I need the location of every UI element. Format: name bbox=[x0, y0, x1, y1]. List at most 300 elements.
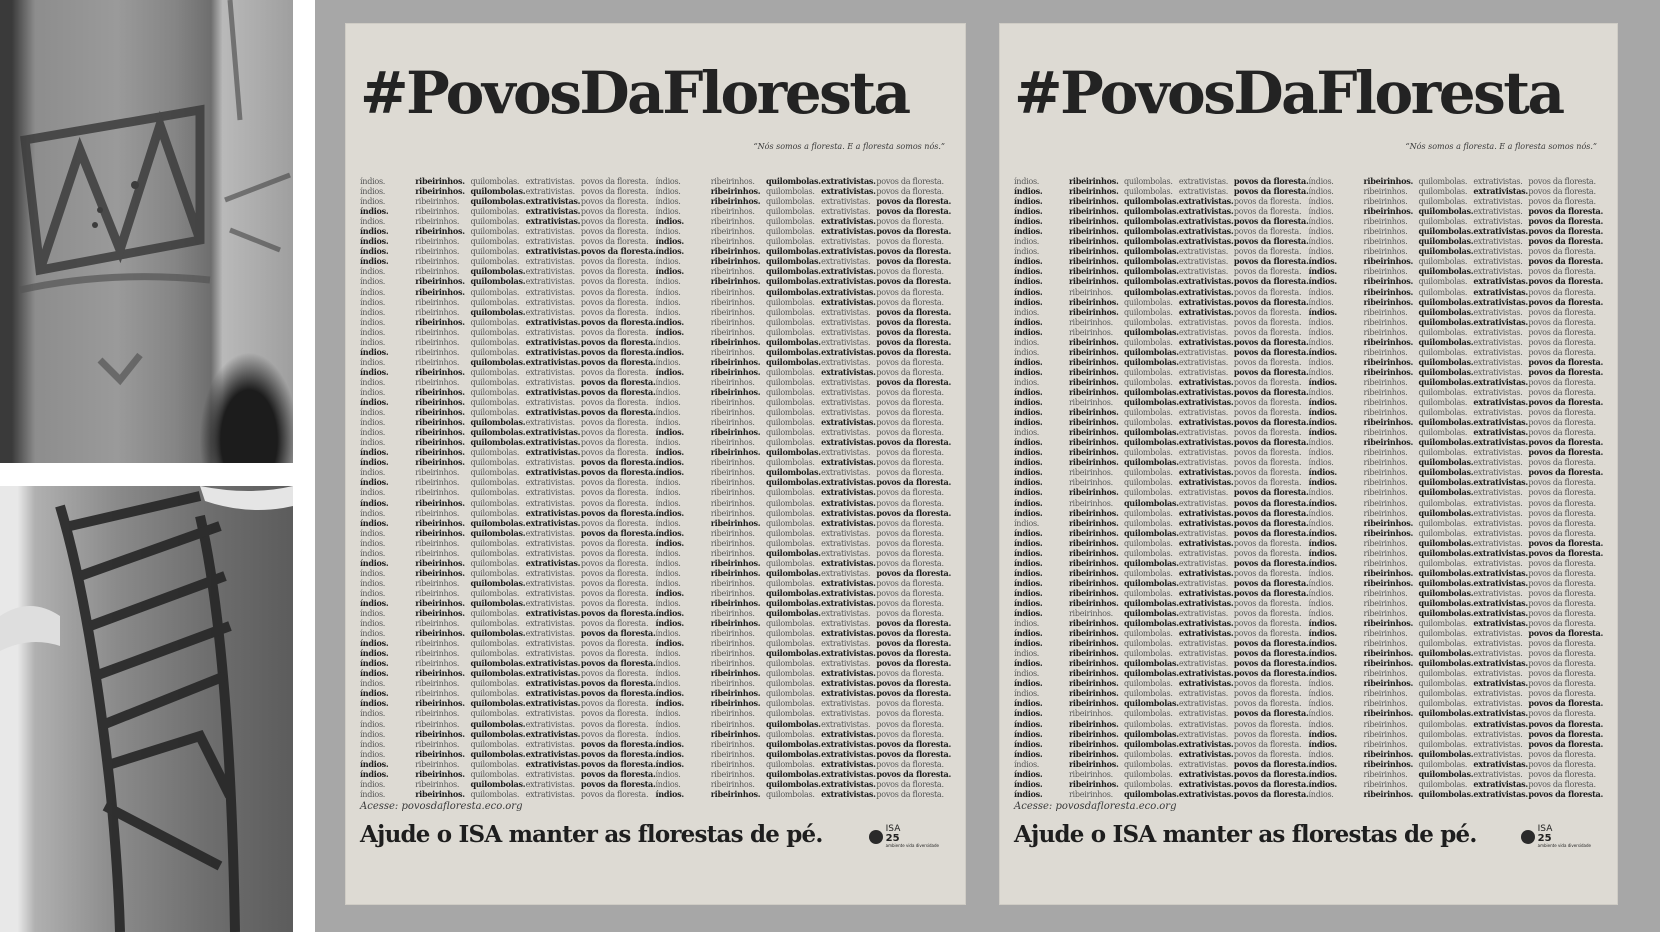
grid-word: extrativistas. bbox=[1473, 346, 1523, 357]
grid-word: povos da floresta. bbox=[580, 487, 649, 498]
grid-word: quilombolas. bbox=[1418, 206, 1474, 217]
grid-word: povos da floresta. bbox=[1233, 788, 1309, 799]
grid-word: ribeirinhos. bbox=[710, 487, 755, 498]
grid-word: ribeirinhos. bbox=[1363, 678, 1413, 689]
grid-word: povos da floresta. bbox=[580, 638, 649, 649]
grid-word: quilombolas. bbox=[765, 648, 821, 659]
grid-word: extrativistas. bbox=[1178, 246, 1228, 257]
grid-word: quilombolas. bbox=[470, 738, 520, 749]
grid-word: povos da floresta. bbox=[876, 186, 944, 197]
grid-word: índios. bbox=[1014, 497, 1043, 508]
grid-word: índios. bbox=[655, 728, 681, 739]
logo-tagline: ambiente vida diversidade bbox=[885, 843, 939, 848]
grid-word: quilombolas. bbox=[1123, 608, 1179, 619]
grid-word: índios. bbox=[1308, 648, 1337, 659]
grid-word: ribeirinhos. bbox=[710, 718, 755, 729]
grid-word: ribeirinhos. bbox=[1068, 427, 1119, 438]
grid-word: extrativistas. bbox=[821, 738, 876, 749]
grid-word: extrativistas. bbox=[1473, 316, 1528, 327]
grid-word: índios. bbox=[1014, 527, 1043, 538]
grid-word: povos da floresta. bbox=[1233, 628, 1302, 639]
grid-word: ribeirinhos. bbox=[1068, 738, 1119, 749]
grid-word: extrativistas. bbox=[1473, 186, 1528, 197]
grid-word: índios. bbox=[360, 547, 386, 558]
grid-word: extrativistas. bbox=[821, 608, 871, 619]
grid-word: quilombolas. bbox=[1418, 597, 1474, 608]
grid-word: ribeirinhos. bbox=[710, 266, 755, 277]
grid-word: índios. bbox=[655, 186, 681, 197]
grid-word: quilombolas. bbox=[765, 276, 821, 287]
grid-word: índios. bbox=[1308, 487, 1334, 498]
grid-word: extrativistas. bbox=[1178, 738, 1234, 749]
grid-word: extrativistas. bbox=[1473, 527, 1523, 538]
grid-word: quilombolas. bbox=[765, 638, 815, 649]
grid-word: quilombolas. bbox=[470, 517, 526, 528]
grid-word: índios. bbox=[360, 467, 386, 478]
grid-word: extrativistas. bbox=[525, 648, 575, 659]
grid-word: índios. bbox=[360, 597, 389, 608]
grid-word: índios. bbox=[360, 196, 386, 207]
grid-word: índios. bbox=[1014, 778, 1043, 789]
grid-word: índios. bbox=[1308, 326, 1334, 337]
grid-word: povos da floresta. bbox=[876, 738, 951, 749]
grid-word: ribeirinhos. bbox=[415, 256, 460, 267]
grid-word: ribeirinhos. bbox=[1363, 326, 1408, 337]
grid-word: ribeirinhos. bbox=[1068, 366, 1119, 377]
grid-word: quilombolas. bbox=[1418, 698, 1468, 709]
grid-word: povos da floresta. bbox=[580, 366, 649, 377]
grid-word: quilombolas. bbox=[470, 758, 520, 769]
grid-word: índios. bbox=[360, 577, 386, 588]
grid-word: quilombolas. bbox=[1123, 376, 1173, 387]
grid-word: ribeirinhos. bbox=[1068, 206, 1119, 217]
grid-word: extrativistas. bbox=[525, 286, 575, 297]
grid-word: extrativistas. bbox=[525, 758, 581, 769]
grid-word: índios. bbox=[1308, 718, 1334, 729]
grid-word: povos da floresta. bbox=[580, 678, 656, 689]
grid-word: extrativistas. bbox=[525, 427, 581, 438]
grid-word: ribeirinhos. bbox=[710, 618, 761, 629]
grid-word: quilombolas. bbox=[1418, 738, 1468, 749]
grid-word: povos da floresta. bbox=[580, 587, 649, 598]
grid-word: extrativistas. bbox=[1178, 698, 1228, 709]
grid-word: quilombolas. bbox=[1418, 346, 1468, 357]
grid-word: extrativistas. bbox=[821, 457, 876, 468]
isa-logo-icon bbox=[869, 830, 883, 844]
grid-word: extrativistas. bbox=[1473, 196, 1523, 207]
grid-word: quilombolas. bbox=[1418, 407, 1468, 418]
grid-word: quilombolas. bbox=[470, 457, 520, 468]
grid-word: ribeirinhos. bbox=[1068, 698, 1119, 709]
grid-word: povos da floresta. bbox=[1233, 457, 1302, 468]
grid-word: índios. bbox=[1014, 366, 1043, 377]
grid-word: índios. bbox=[655, 718, 681, 729]
grid-word: quilombolas. bbox=[470, 226, 520, 237]
grid-word: quilombolas. bbox=[1123, 668, 1179, 679]
grid-word: povos da floresta. bbox=[580, 346, 656, 357]
grid-word: ribeirinhos. bbox=[415, 668, 465, 679]
photo-painted-chest bbox=[0, 486, 293, 932]
grid-word: quilombolas. bbox=[470, 276, 526, 287]
grid-word: extrativistas. bbox=[1178, 688, 1228, 699]
grid-word: índios. bbox=[1014, 417, 1043, 428]
logo-tagline: ambiente vida diversidade bbox=[1537, 843, 1591, 848]
grid-word: ribeirinhos. bbox=[415, 306, 460, 317]
grid-word: povos da floresta. bbox=[580, 376, 656, 387]
grid-word: extrativistas. bbox=[1178, 708, 1228, 719]
grid-word: índios. bbox=[1014, 346, 1040, 357]
grid-word: ribeirinhos. bbox=[415, 557, 465, 568]
grid-word: ribeirinhos. bbox=[1363, 527, 1413, 538]
grid-word: povos da floresta. bbox=[876, 346, 951, 357]
grid-word: quilombolas. bbox=[1418, 537, 1474, 548]
grid-word: povos da floresta. bbox=[580, 276, 649, 287]
grid-word: índios. bbox=[1014, 487, 1043, 498]
grid-word: índios. bbox=[655, 678, 681, 689]
grid-word: extrativistas. bbox=[1178, 487, 1228, 498]
grid-word: quilombolas. bbox=[1123, 678, 1173, 689]
grid-word: extrativistas. bbox=[525, 326, 575, 337]
grid-word: ribeirinhos. bbox=[710, 658, 755, 669]
grid-word: índios. bbox=[1308, 758, 1337, 769]
grid-word: índios. bbox=[360, 477, 389, 488]
grid-word: extrativistas. bbox=[821, 316, 871, 327]
grid-word: índios. bbox=[1014, 658, 1043, 669]
grid-word: extrativistas. bbox=[1473, 256, 1523, 267]
grid-word: povos da floresta. bbox=[876, 306, 951, 317]
grid-word: índios. bbox=[655, 467, 684, 478]
grid-word: ribeirinhos. bbox=[1363, 336, 1413, 347]
grid-word: povos da floresta. bbox=[876, 366, 944, 377]
grid-word: índios. bbox=[655, 758, 684, 769]
grid-word: extrativistas. bbox=[821, 557, 876, 568]
grid-word: quilombolas. bbox=[1418, 567, 1474, 578]
grid-word: quilombolas. bbox=[1418, 356, 1474, 367]
grid-word: quilombolas. bbox=[765, 316, 815, 327]
grid-word: ribeirinhos. bbox=[1068, 216, 1119, 227]
grid-word: quilombolas. bbox=[470, 788, 520, 799]
grid-word: índios. bbox=[360, 638, 389, 649]
grid-word: povos da floresta. bbox=[580, 497, 649, 508]
grid-word: quilombolas. bbox=[470, 196, 526, 207]
grid-word: extrativistas. bbox=[525, 497, 575, 508]
grid-word: ribeirinhos. bbox=[710, 457, 755, 468]
grid-word: índios. bbox=[655, 547, 681, 558]
grid-word: povos da floresta. bbox=[1528, 638, 1596, 649]
grid-word: quilombolas. bbox=[470, 628, 526, 639]
grid-word: índios. bbox=[1014, 437, 1043, 448]
grid-word: quilombolas. bbox=[765, 266, 821, 277]
grid-word: extrativistas. bbox=[1178, 447, 1228, 458]
grid-word: ribeirinhos. bbox=[710, 567, 761, 578]
grid-word: povos da floresta. bbox=[876, 567, 951, 578]
grid-word: extrativistas. bbox=[821, 778, 876, 789]
grid-word: índios. bbox=[1308, 457, 1334, 468]
grid-word: quilombolas. bbox=[1123, 176, 1173, 186]
grid-word: extrativistas. bbox=[1473, 176, 1523, 186]
grid-word: povos da floresta. bbox=[580, 718, 649, 729]
grid-word: povos da floresta. bbox=[876, 316, 951, 327]
grid-word: índios. bbox=[1014, 246, 1040, 257]
grid-word: povos da floresta. bbox=[1528, 658, 1596, 669]
grid-word: índios. bbox=[360, 698, 389, 709]
grid-word: ribeirinhos. bbox=[710, 547, 755, 558]
grid-word: extrativistas. bbox=[821, 276, 876, 287]
grid-word: quilombolas. bbox=[470, 437, 526, 448]
grid-word: índios. bbox=[360, 366, 389, 377]
grid-word: extrativistas. bbox=[1473, 507, 1523, 518]
access-link[interactable]: Acesse: povosdafloresta.eco.org bbox=[1014, 801, 1177, 812]
grid-word: ribeirinhos. bbox=[1068, 517, 1119, 528]
grid-word: ribeirinhos. bbox=[1068, 718, 1119, 729]
grid-word: índios. bbox=[1308, 748, 1334, 759]
grid-word: ribeirinhos. bbox=[415, 658, 460, 669]
grid-word: extrativistas. bbox=[1178, 527, 1228, 538]
grid-word: povos da floresta. bbox=[580, 246, 656, 257]
grid-word: extrativistas. bbox=[525, 668, 581, 679]
grid-word: quilombolas. bbox=[470, 356, 526, 367]
grid-word: ribeirinhos. bbox=[415, 748, 465, 759]
grid-word: ribeirinhos. bbox=[1068, 397, 1113, 408]
photo-painted-arm bbox=[0, 0, 293, 463]
grid-word: quilombolas. bbox=[1418, 628, 1468, 639]
grid-word: povos da floresta. bbox=[580, 577, 649, 588]
grid-word: extrativistas. bbox=[1473, 597, 1528, 608]
grid-word: índios. bbox=[655, 788, 684, 799]
grid-word: quilombolas. bbox=[470, 708, 520, 719]
grid-word: povos da floresta. bbox=[580, 547, 649, 558]
grid-word: ribeirinhos. bbox=[710, 186, 761, 197]
grid-word: extrativistas. bbox=[1473, 628, 1523, 639]
grid-word: extrativistas. bbox=[525, 397, 575, 408]
grid-word: quilombolas. bbox=[765, 587, 821, 598]
necklace bbox=[200, 486, 293, 510]
grid-word: índios. bbox=[360, 286, 386, 297]
grid-word: índios. bbox=[655, 326, 684, 337]
grid-word: quilombolas. bbox=[1418, 668, 1468, 679]
grid-word: povos da floresta. bbox=[1528, 226, 1603, 237]
grid-word: povos da floresta. bbox=[1233, 728, 1302, 739]
logo-number: 25 bbox=[1537, 833, 1552, 844]
grid-word: extrativistas. bbox=[525, 708, 575, 719]
grid-word: ribeirinhos. bbox=[1068, 658, 1119, 669]
grid-word: extrativistas. bbox=[1473, 758, 1528, 769]
grid-word: povos da floresta. bbox=[1233, 718, 1302, 729]
grid-word: índios. bbox=[1014, 236, 1040, 247]
grid-word: ribeirinhos. bbox=[710, 356, 761, 367]
grid-word: quilombolas. bbox=[765, 366, 815, 377]
grid-word: povos da floresta. bbox=[876, 336, 951, 347]
grid-word: quilombolas. bbox=[1123, 186, 1173, 197]
grid-word: índios. bbox=[1014, 708, 1043, 719]
grid-word: ribeirinhos. bbox=[415, 386, 465, 397]
grid-word: ribeirinhos. bbox=[1068, 196, 1119, 207]
grid-word: ribeirinhos. bbox=[710, 678, 755, 689]
grid-word: ribeirinhos. bbox=[415, 417, 465, 428]
isa-logo bbox=[1521, 825, 1591, 848]
grid-word: povos da floresta. bbox=[1233, 487, 1309, 498]
grid-word: povos da floresta. bbox=[580, 447, 649, 458]
grid-word: ribeirinhos. bbox=[1068, 678, 1119, 689]
grid-word: povos da floresta. bbox=[1233, 346, 1309, 357]
grid-word: índios. bbox=[1308, 186, 1334, 197]
grid-word: povos da floresta. bbox=[1233, 618, 1302, 629]
grid-word: quilombolas. bbox=[470, 497, 520, 508]
grid-word: quilombolas. bbox=[1418, 246, 1474, 257]
grid-word: povos da floresta. bbox=[580, 397, 649, 408]
grid-word: quilombolas. bbox=[1123, 718, 1173, 729]
grid-word: ribeirinhos. bbox=[415, 778, 460, 789]
grid-word: ribeirinhos. bbox=[1363, 356, 1413, 367]
grid-word: extrativistas. bbox=[821, 708, 871, 719]
grid-word: extrativistas. bbox=[1473, 608, 1528, 619]
grid-word: ribeirinhos. bbox=[415, 738, 460, 749]
grid-word: índios. bbox=[1014, 397, 1043, 408]
grid-word: povos da floresta. bbox=[876, 768, 951, 779]
grid-word: ribeirinhos. bbox=[415, 316, 465, 327]
grid-word: índios. bbox=[1308, 688, 1334, 699]
grid-word: povos da floresta. bbox=[1528, 567, 1596, 578]
grid-word: índios. bbox=[1308, 738, 1337, 749]
grid-word: ribeirinhos. bbox=[1068, 467, 1113, 478]
grid-word: quilombolas. bbox=[1418, 427, 1468, 438]
grid-word: extrativistas. bbox=[525, 276, 575, 287]
grid-word: extrativistas. bbox=[1473, 447, 1523, 458]
grid-word: quilombolas. bbox=[470, 728, 526, 739]
grid-word: índios. bbox=[655, 457, 684, 468]
grid-word: povos da floresta. bbox=[580, 256, 649, 267]
grid-word: extrativistas. bbox=[1473, 457, 1523, 468]
grid-word: extrativistas. bbox=[821, 186, 876, 197]
grid-word: extrativistas. bbox=[525, 316, 581, 327]
grid-word: ribeirinhos. bbox=[415, 286, 465, 297]
grid-word: extrativistas. bbox=[1473, 236, 1523, 247]
grid-word: extrativistas. bbox=[525, 487, 575, 498]
grid-word: extrativistas. bbox=[821, 638, 871, 649]
grid-word: povos da floresta. bbox=[1528, 206, 1603, 217]
grid-word: quilombolas. bbox=[765, 688, 815, 699]
grid-word: índios. bbox=[1308, 678, 1334, 689]
grid-word: quilombolas. bbox=[765, 346, 821, 357]
grid-word: extrativistas. bbox=[1178, 477, 1234, 488]
grid-word: índios. bbox=[1014, 276, 1043, 287]
grid-word: quilombolas. bbox=[1123, 768, 1173, 779]
grid-word: ribeirinhos. bbox=[1068, 788, 1113, 799]
grid-word: quilombolas. bbox=[1123, 366, 1173, 377]
grid-word: índios. bbox=[1014, 728, 1043, 739]
logo-number: 25 bbox=[885, 833, 900, 844]
grid-word: índios. bbox=[655, 587, 684, 598]
grid-word: índios. bbox=[1014, 618, 1040, 629]
grid-word: extrativistas. bbox=[821, 427, 871, 438]
grid-word: povos da floresta. bbox=[1528, 748, 1596, 759]
grid-word: extrativistas. bbox=[821, 266, 876, 277]
grid-word: ribeirinhos. bbox=[1363, 587, 1408, 598]
grid-word: quilombolas. bbox=[470, 417, 526, 428]
grid-word: extrativistas. bbox=[821, 718, 871, 729]
grid-word: povos da floresta. bbox=[1233, 608, 1302, 619]
grid-word: extrativistas. bbox=[821, 688, 876, 699]
grid-word: povos da floresta. bbox=[876, 437, 951, 448]
grid-word: povos da floresta. bbox=[1233, 567, 1302, 578]
grid-word: extrativistas. bbox=[1473, 467, 1523, 478]
isa-logo bbox=[869, 825, 939, 848]
grid-word: extrativistas. bbox=[1178, 517, 1234, 528]
grid-word: índios. bbox=[360, 206, 389, 217]
grid-word: extrativistas. bbox=[821, 768, 876, 779]
grid-word: ribeirinhos. bbox=[710, 608, 755, 619]
grid-word: extrativistas. bbox=[525, 547, 575, 558]
grid-word: extrativistas. bbox=[1178, 356, 1228, 367]
grid-word: extrativistas. bbox=[1473, 577, 1528, 588]
grid-word: quilombolas. bbox=[1418, 296, 1474, 307]
grid-word: quilombolas. bbox=[1123, 567, 1173, 578]
grid-word: índios. bbox=[1308, 346, 1337, 357]
grid-word: povos da floresta. bbox=[1233, 407, 1302, 418]
grid-word: ribeirinhos. bbox=[1363, 457, 1408, 468]
grid-word: índios. bbox=[1308, 608, 1334, 619]
grid-word: povos da floresta. bbox=[1528, 587, 1596, 598]
grid-word: ribeirinhos. bbox=[710, 507, 755, 518]
grid-word: ribeirinhos. bbox=[1068, 457, 1119, 468]
grid-word: povos da floresta. bbox=[876, 417, 944, 428]
grid-word: índios. bbox=[360, 336, 386, 347]
grid-word: quilombolas. bbox=[1418, 778, 1468, 789]
grid-word: ribeirinhos. bbox=[415, 186, 465, 197]
grid-word: índios. bbox=[1308, 336, 1334, 347]
grid-word: povos da floresta. bbox=[876, 266, 944, 277]
grid-word: índios. bbox=[360, 437, 386, 448]
grid-word: índios. bbox=[655, 768, 681, 779]
grid-word: quilombolas. bbox=[1123, 708, 1173, 719]
grid-word: quilombolas. bbox=[1123, 386, 1179, 397]
grid-word: ribeirinhos. bbox=[1363, 758, 1413, 769]
grid-word: quilombolas. bbox=[1418, 658, 1474, 669]
grid-word: ribeirinhos. bbox=[710, 206, 755, 217]
grid-word: extrativistas. bbox=[821, 648, 876, 659]
grid-word: povos da floresta. bbox=[580, 186, 649, 197]
grid-word: povos da floresta. bbox=[876, 748, 951, 759]
grid-word: ribeirinhos. bbox=[1068, 668, 1119, 679]
grid-word: índios. bbox=[1308, 206, 1334, 217]
grid-word: quilombolas. bbox=[765, 698, 815, 709]
grid-word: extrativistas. bbox=[1178, 266, 1228, 277]
grid-word: extrativistas. bbox=[1473, 688, 1523, 699]
grid-word: povos da floresta. bbox=[1528, 507, 1596, 518]
grid-word: índios. bbox=[360, 376, 386, 387]
grid-word: extrativistas. bbox=[1473, 296, 1528, 307]
grid-word: povos da floresta. bbox=[580, 748, 656, 759]
grid-word: extrativistas. bbox=[525, 447, 581, 458]
grid-word: extrativistas. bbox=[1473, 698, 1523, 709]
grid-word: extrativistas. bbox=[821, 577, 876, 588]
grid-word: extrativistas. bbox=[525, 718, 575, 729]
grid-word: ribeirinhos. bbox=[1068, 597, 1119, 608]
grid-word: povos da floresta. bbox=[1233, 236, 1309, 247]
grid-word: povos da floresta. bbox=[876, 688, 951, 699]
grid-word: quilombolas. bbox=[1123, 778, 1173, 789]
grid-word: ribeirinhos. bbox=[710, 366, 761, 377]
grid-word: ribeirinhos. bbox=[710, 768, 755, 779]
grid-word: ribeirinhos. bbox=[1068, 256, 1119, 267]
access-link[interactable]: Acesse: povosdafloresta.eco.org bbox=[360, 801, 523, 812]
grid-word: ribeirinhos. bbox=[415, 356, 460, 367]
grid-word: povos da floresta. bbox=[1233, 196, 1302, 207]
grid-word: quilombolas. bbox=[765, 457, 815, 468]
grid-word: povos da floresta. bbox=[580, 778, 656, 789]
grid-word: povos da floresta. bbox=[876, 557, 944, 568]
grid-word: ribeirinhos. bbox=[1363, 517, 1413, 528]
